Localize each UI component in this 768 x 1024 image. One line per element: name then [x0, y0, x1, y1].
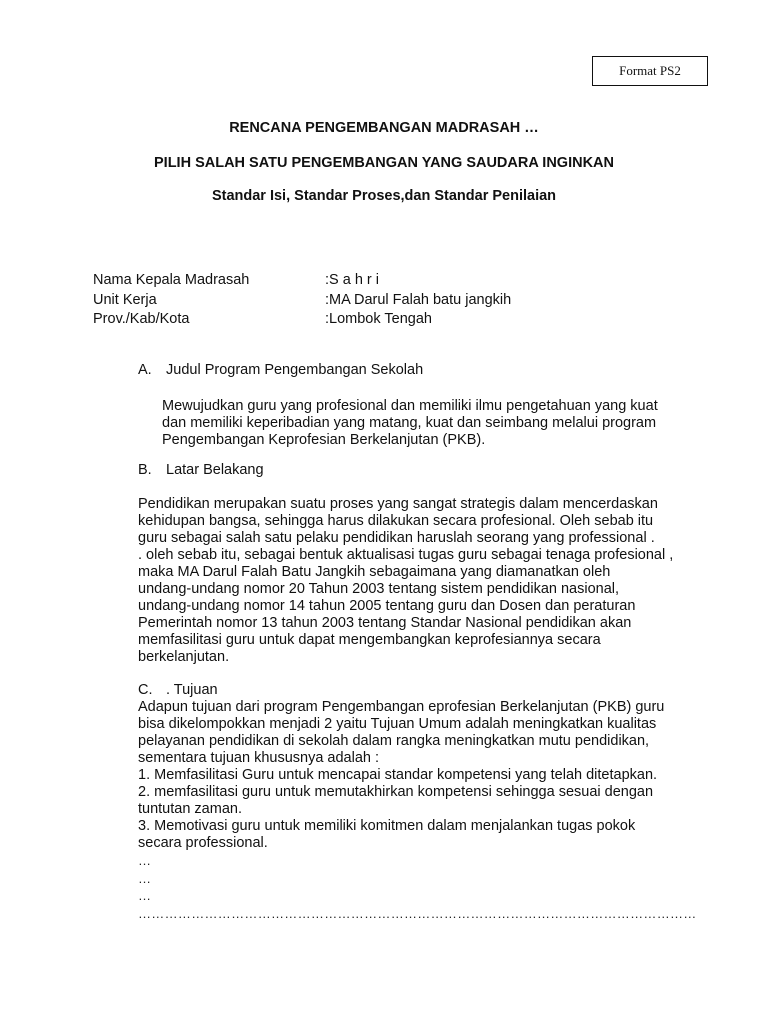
paragraph-line: bisa dikelompokkan menjadi 2 yaitu Tujuan Umum adalah meningkatkan kualitas — [138, 716, 657, 732]
section-letter: B. — [138, 462, 152, 478]
dotted-line: … — [138, 853, 152, 868]
paragraph-line: Adapun tujuan dari program Pengembangan eprofesian Berkelanjutan (PKB) guru — [138, 699, 665, 715]
paragraph-line: kehidupan bangsa, sehingga harus dilakukan secara profesional. Oleh sebab itu — [138, 513, 654, 529]
format-label-box — [592, 56, 708, 86]
section-letter: A. — [138, 362, 152, 378]
section-title: . Tujuan — [166, 682, 218, 698]
document-standards: Standar Isi, Standar Proses,dan Standar Penilaian — [211, 188, 557, 204]
section-a-body — [162, 398, 722, 449]
info-row-kepala — [93, 271, 511, 291]
paragraph-line: sementara tujuan khususnya adalah : — [138, 750, 380, 766]
section-a-heading — [138, 362, 423, 379]
info-label: Nama Kepala Madrasah — [93, 272, 250, 288]
list-item: 2. memfasilitasi guru untuk memutakhirkan kompetensi sehingga sesuai dengan — [138, 784, 654, 800]
paragraph-line: pelayanan pendidikan di sekolah dalam rangka meningkatkan mutu pendidikan, — [138, 733, 650, 749]
info-value: :Lombok Tengah — [325, 311, 432, 327]
paragraph-line: Pengembangan Keprofesian Berkelanjutan (PKB). — [162, 432, 486, 448]
paragraph-line: Pendidikan merupakan suatu proses yang sangat strategis dalam mencerdaskan — [138, 496, 658, 512]
info-row-prov — [93, 310, 511, 330]
section-title: Latar Belakang — [166, 462, 264, 478]
paragraph-line: guru sebagai salah satu pelaku pendidikan haruslah seorang yang professional . — [138, 530, 655, 546]
format-label: Format PS2 — [619, 63, 681, 78]
info-label: Unit Kerja — [93, 291, 157, 308]
paragraph-line: . oleh sebab itu, sebagai bentuk aktualisasi tugas guru sebagai tenaga profesional , — [138, 547, 674, 563]
list-item: 1. Memfasilitasi Guru untuk mencapai standar kompetensi yang telah ditetapkan. — [138, 767, 658, 783]
section-b-body — [138, 496, 728, 666]
section-c — [138, 682, 728, 852]
info-value: :MA Darul Falah batu jangkih — [325, 291, 512, 308]
paragraph-line: berkelanjutan. — [138, 649, 230, 665]
section-b-heading — [138, 462, 264, 479]
document-subtitle: PILIH SALAH SATU PENGEMBANGAN YANG SAUDARA INGINKAN — [154, 155, 614, 171]
paragraph-line: maka MA Darul Falah Batu Jangkih sebagaimana yang diamanatkan oleh — [138, 564, 611, 580]
dotted-fill-lines — [138, 852, 697, 922]
info-row-unit — [93, 291, 511, 311]
list-item-continued: secara professional. — [138, 835, 268, 851]
list-item: 3. Memotivasi guru untuk memiliki komitmen dalam menjalankan tugas pokok — [138, 818, 636, 834]
dotted-line: … — [138, 870, 152, 886]
section-c-heading — [138, 682, 728, 699]
paragraph-line: dan memiliki keperibadian yang matang, kuat dan seimbang melalui program — [162, 415, 657, 431]
dotted-line: ……………………………………………………………………………………………………………… — [138, 905, 697, 921]
section-letter: C. — [138, 682, 153, 698]
paragraph-line: Mewujudkan guru yang profesional dan memiliki ilmu pengetahuan yang kuat — [162, 398, 658, 414]
info-block — [93, 271, 511, 330]
paragraph-line: undang-undang nomor 14 tahun 2005 tentang guru dan Dosen dan peraturan — [138, 598, 636, 614]
dotted-line: … — [138, 888, 152, 903]
section-title: Judul Program Pengembangan Sekolah — [166, 362, 424, 378]
paragraph-line: undang-undang nomor 20 Tahun 2003 tentang sistem pendidikan nasional, — [138, 581, 620, 597]
list-item-continued: tuntutan zaman. — [138, 801, 242, 817]
document-title: RENCANA PENGEMBANGAN MADRASAH … — [229, 120, 539, 136]
info-label: Prov./Kab/Kota — [93, 311, 190, 327]
paragraph-line: Pemerintah nomor 13 tahun 2003 tentang Standar Nasional pendidikan akan — [138, 615, 632, 631]
paragraph-line: memfasilitasi guru untuk dapat mengembangkan keprofesiannya secara — [138, 632, 601, 648]
info-value: :S a h r i — [325, 272, 379, 288]
